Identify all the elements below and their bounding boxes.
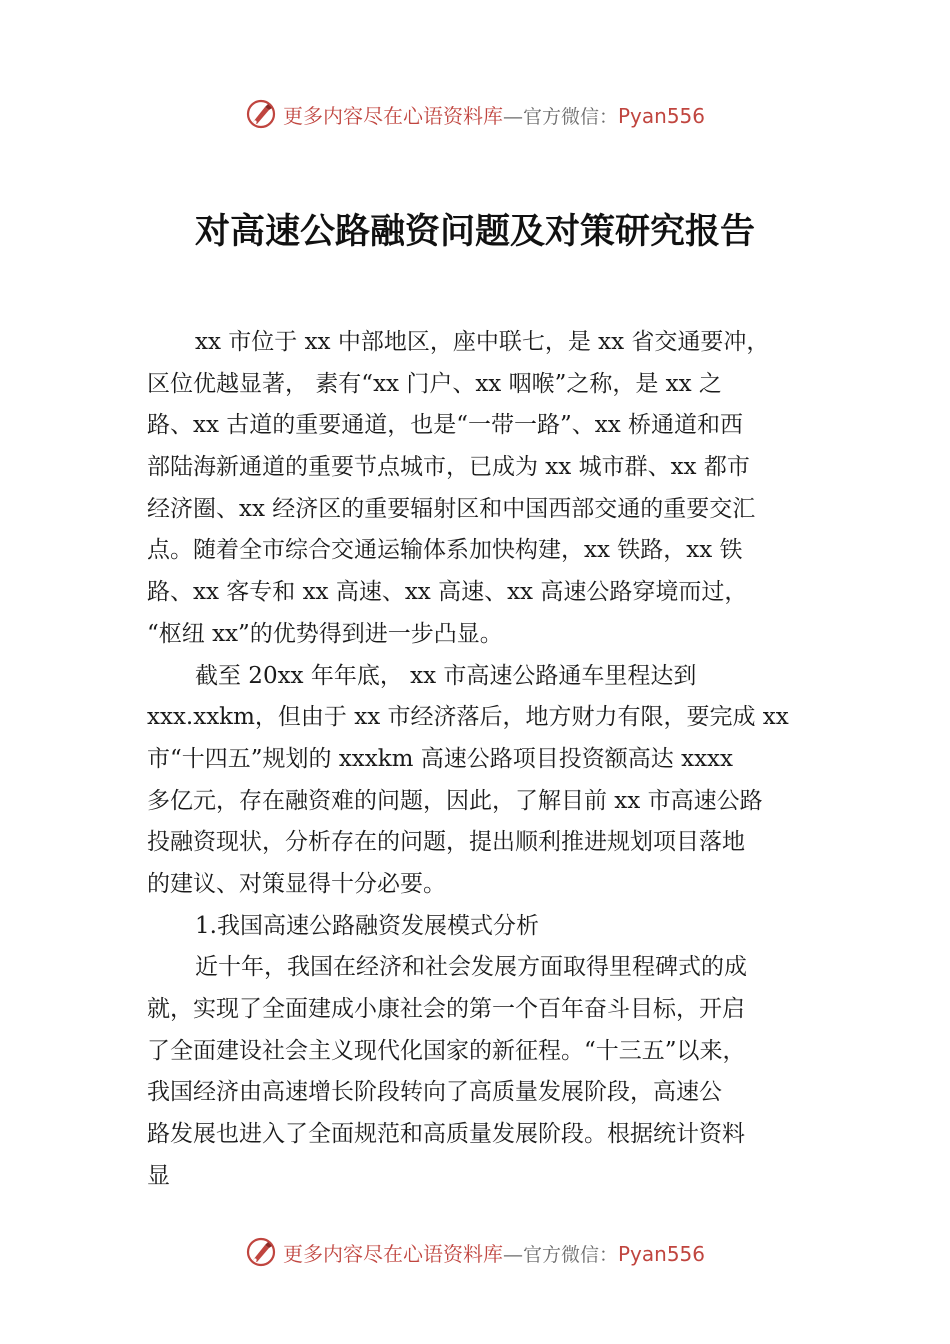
body-line: 了全面建设社会主义现代化国家的新征程。“十三五”以来， xyxy=(147,1037,746,1064)
body-line: 路发展也进入了全面规范和高质量发展阶段。根据统计资料 xyxy=(147,1121,745,1148)
watermark-wechat-id: Pyan556 xyxy=(618,103,706,128)
pen-nib-logo-icon xyxy=(245,1236,277,1268)
watermark-official-label: 官方微信： xyxy=(522,1243,618,1266)
watermark-brand: 更多内容尽在心语资料库 xyxy=(282,103,503,128)
watermark-separator: — xyxy=(502,103,523,128)
document-title: 对高速公路融资问题及对策研究报告 xyxy=(194,211,755,252)
header-watermark xyxy=(0,94,950,134)
body-line: 经济圈、xx 经济区的重要辐射区和中国西部交通的重要交汇 xyxy=(147,495,756,522)
body-line: 部陆海新通道的重要节点城市，已成为 xx 城市群、xx 都市 xyxy=(147,454,750,481)
body-line: 区位优越显著， 素有“xx 门户、xx 咽喉”之称，是 xx 之 xyxy=(147,370,722,397)
watermark-brand: 更多内容尽在心语资料库 xyxy=(282,1241,503,1266)
body-line: 就，实现了全面建成小康社会的第一个百年奋斗目标，开启 xyxy=(147,996,745,1022)
watermark-separator: — xyxy=(502,1241,523,1266)
body-line: 路、xx 古道的重要通道，也是“一带一路”、xx 桥通道和西 xyxy=(147,412,744,439)
body-line: 点。随着全市综合交通运输体系加快构建，xx 铁路，xx 铁 xyxy=(147,537,743,564)
watermark-text xyxy=(283,1238,705,1267)
body-line: 截至 20xx 年年底， xx 市高速公路通车里程达到 xyxy=(195,662,697,689)
pen-nib-logo-icon xyxy=(245,98,277,130)
footer-watermark xyxy=(0,1232,950,1272)
watermark-official-label: 官方微信： xyxy=(522,105,618,128)
body-line: “枢纽 xx”的优势得到进一步凸显。 xyxy=(147,620,503,647)
body-line: 市“十四五”规划的 xxxkm 高速公路项目投资额高达 xxxx xyxy=(147,745,733,772)
body-line: 路、xx 客专和 xx 高速、xx 高速、xx 高速公路穿境而过， xyxy=(147,579,748,606)
body-line: 我国经济由高速增长阶段转向了高质量发展阶段，高速公 xyxy=(147,1079,722,1106)
body-line: 的建议、对策显得十分必要。 xyxy=(147,870,446,897)
body-line: 近十年，我国在经济和社会发展方面取得里程碑式的成 xyxy=(195,954,747,981)
body-line: xx 市位于 xx 中部地区，座中联七，是 xx 省交通要冲， xyxy=(195,329,770,355)
watermark-text xyxy=(283,100,705,129)
body-line: xxx.xxkm，但由于 xx 市经济落后，地方财力有限，要完成 xx xyxy=(147,704,789,731)
body-line: 多亿元，存在融资难的问题，因此，了解目前 xx 市高速公路 xyxy=(147,787,763,814)
section-heading: 1.我国高速公路融资发展模式分析 xyxy=(195,912,539,939)
watermark-wechat-id: Pyan556 xyxy=(618,1241,706,1266)
body-line: 显 xyxy=(147,1162,170,1189)
document-body xyxy=(147,322,819,1197)
body-line: 投融资现状，分析存在的问题，提出顺利推进规划项目落地 xyxy=(147,829,745,856)
